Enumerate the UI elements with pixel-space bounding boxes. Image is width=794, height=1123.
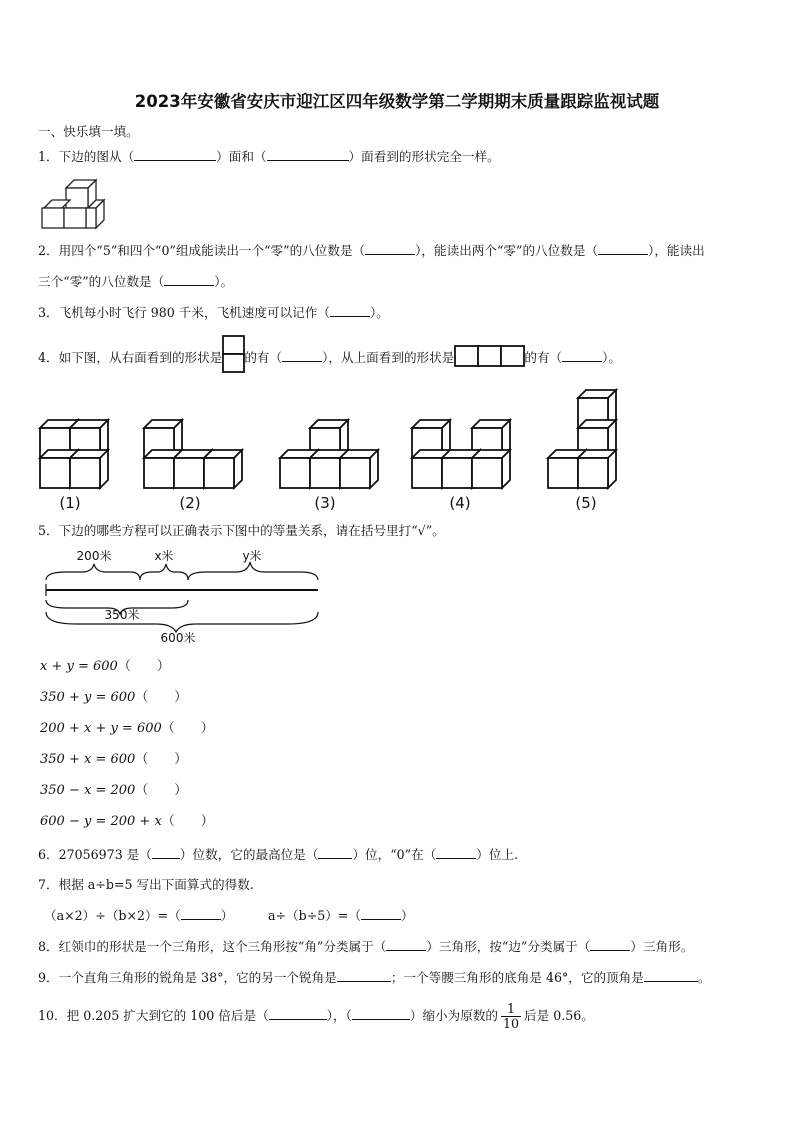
- figure-2: [144, 420, 242, 488]
- check-paren[interactable]: （ ）: [135, 752, 188, 767]
- page-title: 2023年安徽省安庆市迎江区四年级数学第二学期期末质量跟踪监视试题: [134, 92, 660, 111]
- label-200: 200米: [76, 549, 112, 563]
- answer-blank[interactable]: [365, 242, 415, 255]
- answer-blank[interactable]: [318, 846, 352, 859]
- answer-blank[interactable]: [282, 349, 322, 362]
- answer-blank[interactable]: [598, 242, 648, 255]
- answer-blank[interactable]: [330, 304, 370, 317]
- right-view-shape: [222, 350, 244, 362]
- equation-row: 600 − y = 200 + x（ ）: [40, 814, 214, 829]
- question-2-continued: 三个“零”的八位数是（ ）。: [38, 274, 234, 289]
- answer-blank[interactable]: [164, 273, 214, 286]
- question-1: 1．下边的图从（ ）面和（ ）面看到的形状完全一样。: [38, 149, 500, 164]
- question-2: 2．用四个“5”和四个“0”组成能读出一个“零”的八位数是（ ），能读出两个“零”的八位数是（ ），能读出: [38, 243, 705, 258]
- figure-5: [548, 390, 616, 488]
- figure-label: (2): [179, 494, 201, 512]
- question-6: 6．27056973 是（ ）位数，它的最高位是（ ）位，“0”在（ ）位上.: [38, 847, 519, 862]
- answer-blank[interactable]: [352, 1007, 410, 1020]
- question-3: 3．飞机每小时飞行 980 千米，飞机速度可以记作（ ）。: [38, 305, 389, 320]
- figure-label: (1): [59, 494, 81, 512]
- question-7: 7．根据 a÷b=5 写出下面算式的得数.: [38, 877, 254, 892]
- q4-cube-figures: [30, 384, 630, 514]
- answer-blank[interactable]: [590, 938, 630, 951]
- equation-row: 350 − x = 200（ ）: [40, 783, 188, 798]
- equation-row: 350 + y = 600（ ）: [40, 690, 188, 705]
- check-paren[interactable]: （ ）: [135, 690, 188, 705]
- label-350: 350米: [104, 608, 140, 622]
- question-7-part-2: a÷（b÷5）=（ ）: [268, 908, 414, 923]
- figure-label: (4): [449, 494, 471, 512]
- check-paren[interactable]: （ ）: [117, 659, 170, 674]
- label-x: x米: [154, 549, 174, 563]
- equation-row: 200 + x + y = 600（ ）: [40, 721, 214, 736]
- answer-blank[interactable]: [562, 349, 602, 362]
- figure-1: [40, 420, 108, 488]
- check-paren[interactable]: （ ）: [161, 721, 214, 736]
- figure-3: [280, 420, 378, 488]
- question-8: 8．红领巾的形状是一个三角形，这个三角形按“角”分类属于（ ）三角形，按“边”分类属于（ ）三角形。: [38, 939, 694, 954]
- check-paren[interactable]: （ ）: [135, 783, 188, 798]
- question-7-part-1: （a×2）÷（b×2）=（ ）: [44, 908, 234, 923]
- equation-row: 350 + x = 600（ ）: [40, 752, 188, 767]
- answer-blank[interactable]: [269, 1007, 327, 1020]
- fraction-one-tenth: $\frac{1}{10}$: [503, 1001, 520, 1031]
- figure-label: (5): [575, 494, 597, 512]
- question-5: 5．下边的哪些方程可以正确表示下图中的等量关系，请在括号里打“√”。: [38, 523, 445, 538]
- label-y: y米: [242, 549, 262, 563]
- figure-4: [412, 420, 510, 488]
- question-9: 9．一个直角三角形的锐角是 38°，它的另一个锐角是 ；一个等腰三角形的底角是 46°，它的顶角是 。: [38, 970, 711, 985]
- question-10: 10．把 0.205 扩大到它的 100 倍后是（ ），（ ）缩小为原数的 $\frac{1}{10}$ 后是 0.56。: [38, 1001, 594, 1031]
- answer-blank[interactable]: [436, 846, 476, 859]
- answer-blank[interactable]: [152, 846, 180, 859]
- q5-segment-diagram: [36, 548, 326, 646]
- answer-blank[interactable]: [337, 969, 391, 982]
- cube-stack-figure: [40, 178, 110, 232]
- answer-blank[interactable]: [386, 938, 426, 951]
- label-600: 600米: [160, 631, 196, 645]
- figure-label: (3): [314, 494, 336, 512]
- answer-blank[interactable]: [644, 969, 698, 982]
- answer-blank[interactable]: [181, 907, 221, 920]
- top-view-shape: [454, 350, 524, 362]
- equation-row: x + y = 600（ ）: [40, 659, 170, 674]
- answer-blank[interactable]: [134, 148, 216, 161]
- check-paren[interactable]: （ ）: [161, 814, 214, 829]
- answer-blank[interactable]: [361, 907, 401, 920]
- answer-blank[interactable]: [267, 148, 349, 161]
- question-4: 4．如下图，从右面看到的形状是 的有（ ），从上面看到的形状是 的有（ ）。: [38, 347, 621, 366]
- section-heading: 一、快乐填一填。: [38, 124, 139, 139]
